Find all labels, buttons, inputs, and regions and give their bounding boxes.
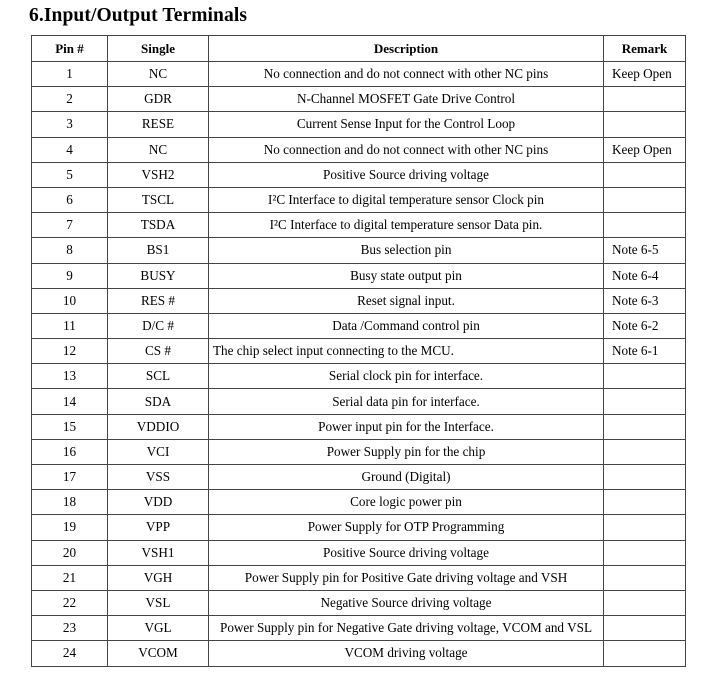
table-row xyxy=(32,641,686,666)
remark-cell: Keep Open xyxy=(604,137,686,162)
table-header xyxy=(32,36,686,62)
table-row xyxy=(32,515,686,540)
table-row xyxy=(32,62,686,87)
signal-name-cell: VSS xyxy=(108,465,209,490)
description-cell: Power Supply pin for the chip xyxy=(209,439,604,464)
description-cell: Power Supply for OTP Programming xyxy=(209,515,604,540)
table-row xyxy=(32,313,686,338)
header-single: Single xyxy=(108,36,209,62)
pin-number-cell: 10 xyxy=(32,288,108,313)
signal-name-cell: VSH1 xyxy=(108,540,209,565)
remark-cell: Note 6-3 xyxy=(604,288,686,313)
pin-table xyxy=(31,35,686,667)
remark-cell xyxy=(604,389,686,414)
pin-number-cell: 13 xyxy=(32,364,108,389)
remark-cell xyxy=(604,616,686,641)
remark-cell: Note 6-5 xyxy=(604,238,686,263)
description-cell: Positive Source driving voltage xyxy=(209,540,604,565)
pin-number-cell: 22 xyxy=(32,590,108,615)
pin-number-cell: 14 xyxy=(32,389,108,414)
table-body xyxy=(32,62,686,667)
description-cell: Busy state output pin xyxy=(209,263,604,288)
remark-cell xyxy=(604,590,686,615)
description-cell: Core logic power pin xyxy=(209,490,604,515)
signal-name-cell: SCL xyxy=(108,364,209,389)
description-cell: No connection and do not connect with other NC pins xyxy=(209,137,604,162)
remark-cell xyxy=(604,490,686,515)
signal-name-cell: VDD xyxy=(108,490,209,515)
signal-name-cell: VDDIO xyxy=(108,414,209,439)
description-cell: No connection and do not connect with other NC pins xyxy=(209,62,604,87)
table-row xyxy=(32,263,686,288)
table-row xyxy=(32,590,686,615)
pin-number-cell: 11 xyxy=(32,313,108,338)
signal-name-cell: RES # xyxy=(108,288,209,313)
remark-cell xyxy=(604,565,686,590)
signal-name-cell: VPP xyxy=(108,515,209,540)
signal-name-cell: VGH xyxy=(108,565,209,590)
description-cell: VCOM driving voltage xyxy=(209,641,604,666)
signal-name-cell: BS1 xyxy=(108,238,209,263)
pin-number-cell: 16 xyxy=(32,439,108,464)
signal-name-cell: CS # xyxy=(108,339,209,364)
table-row xyxy=(32,213,686,238)
description-cell: Reset signal input. xyxy=(209,288,604,313)
description-cell: Power Supply pin for Positive Gate driving voltage and VSH xyxy=(209,565,604,590)
table-row xyxy=(32,137,686,162)
pin-number-cell: 15 xyxy=(32,414,108,439)
pin-number-cell: 1 xyxy=(32,62,108,87)
remark-cell xyxy=(604,515,686,540)
pin-number-cell: 17 xyxy=(32,465,108,490)
description-cell: Negative Source driving voltage xyxy=(209,590,604,615)
signal-name-cell: GDR xyxy=(108,87,209,112)
pin-number-cell: 3 xyxy=(32,112,108,137)
signal-name-cell: TSCL xyxy=(108,187,209,212)
header-description: Description xyxy=(209,36,604,62)
table-row xyxy=(32,87,686,112)
table-row xyxy=(32,238,686,263)
section-title: 6.Input/Output Terminals xyxy=(29,5,248,26)
signal-name-cell: VSL xyxy=(108,590,209,615)
remark-cell xyxy=(604,641,686,666)
pin-number-cell: 9 xyxy=(32,263,108,288)
description-cell: Positive Source driving voltage xyxy=(209,162,604,187)
pin-number-cell: 7 xyxy=(32,213,108,238)
table-row xyxy=(32,339,686,364)
signal-name-cell: RESE xyxy=(108,112,209,137)
remark-cell xyxy=(604,465,686,490)
table-row xyxy=(32,616,686,641)
table-row xyxy=(32,414,686,439)
pin-number-cell: 6 xyxy=(32,187,108,212)
table-row xyxy=(32,187,686,212)
pin-number-cell: 8 xyxy=(32,238,108,263)
description-cell: Power Supply pin for Negative Gate driving voltage, VCOM and VSL xyxy=(209,616,604,641)
table-row xyxy=(32,465,686,490)
description-cell: Current Sense Input for the Control Loop xyxy=(209,112,604,137)
description-cell: Bus selection pin xyxy=(209,238,604,263)
signal-name-cell: VGL xyxy=(108,616,209,641)
header-pin: Pin # xyxy=(32,36,108,62)
remark-cell: Note 6-2 xyxy=(604,313,686,338)
table-row xyxy=(32,389,686,414)
pin-number-cell: 24 xyxy=(32,641,108,666)
description-cell: Ground (Digital) xyxy=(209,465,604,490)
table-row xyxy=(32,364,686,389)
description-cell: Serial data pin for interface. xyxy=(209,389,604,414)
pin-number-cell: 12 xyxy=(32,339,108,364)
remark-cell xyxy=(604,162,686,187)
description-cell: Data /Command control pin xyxy=(209,313,604,338)
remark-cell xyxy=(604,439,686,464)
description-cell: Serial clock pin for interface. xyxy=(209,364,604,389)
header-row xyxy=(32,36,686,62)
signal-name-cell: VCI xyxy=(108,439,209,464)
pin-number-cell: 18 xyxy=(32,490,108,515)
remark-cell xyxy=(604,364,686,389)
remark-cell: Keep Open xyxy=(604,62,686,87)
header-remark: Remark xyxy=(604,36,686,62)
signal-name-cell: NC xyxy=(108,62,209,87)
signal-name-cell: BUSY xyxy=(108,263,209,288)
pin-number-cell: 20 xyxy=(32,540,108,565)
pin-number-cell: 2 xyxy=(32,87,108,112)
remark-cell xyxy=(604,187,686,212)
remark-cell xyxy=(604,414,686,439)
table-row xyxy=(32,490,686,515)
signal-name-cell: VCOM xyxy=(108,641,209,666)
table-row xyxy=(32,162,686,187)
signal-name-cell: SDA xyxy=(108,389,209,414)
remark-cell xyxy=(604,213,686,238)
remark-cell xyxy=(604,112,686,137)
table-row xyxy=(32,112,686,137)
description-cell: I²C Interface to digital temperature sensor Data pin. xyxy=(209,213,604,238)
signal-name-cell: TSDA xyxy=(108,213,209,238)
pin-number-cell: 23 xyxy=(32,616,108,641)
description-cell: I²C Interface to digital temperature sensor Clock pin xyxy=(209,187,604,212)
description-cell: The chip select input connecting to the MCU. xyxy=(209,339,604,364)
table-row xyxy=(32,288,686,313)
table-row xyxy=(32,565,686,590)
signal-name-cell: VSH2 xyxy=(108,162,209,187)
pin-number-cell: 21 xyxy=(32,565,108,590)
signal-name-cell: D/C # xyxy=(108,313,209,338)
pin-number-cell: 19 xyxy=(32,515,108,540)
remark-cell: Note 6-4 xyxy=(604,263,686,288)
remark-cell: Note 6-1 xyxy=(604,339,686,364)
signal-name-cell: NC xyxy=(108,137,209,162)
remark-cell xyxy=(604,540,686,565)
table-row xyxy=(32,439,686,464)
pin-number-cell: 5 xyxy=(32,162,108,187)
description-cell: Power input pin for the Interface. xyxy=(209,414,604,439)
pin-number-cell: 4 xyxy=(32,137,108,162)
remark-cell xyxy=(604,87,686,112)
table-row xyxy=(32,540,686,565)
description-cell: N-Channel MOSFET Gate Drive Control xyxy=(209,87,604,112)
